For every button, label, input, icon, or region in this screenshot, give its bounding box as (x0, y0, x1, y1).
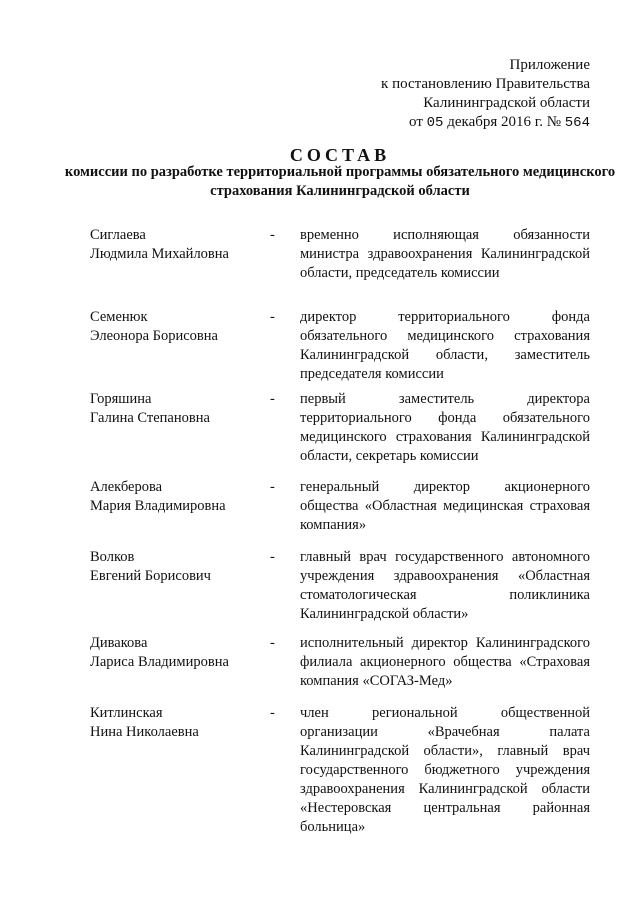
member-name (90, 634, 270, 672)
member-dash: - (270, 635, 275, 651)
member-name (90, 704, 270, 742)
appendix-header (330, 56, 590, 133)
appendix-resolution-ref: к постановлению Правительства (381, 76, 590, 92)
member-name (90, 390, 270, 428)
number-label: № (546, 114, 562, 130)
date-day: 05 (426, 115, 444, 131)
member-dash: - (270, 227, 275, 243)
member-role: исполнительный директор Калининградского филиала акционерного общества «Страховая компания «СОГАЗ-Мед» (300, 635, 590, 689)
member-surname: Дивакова (90, 635, 148, 651)
appendix-region: Калининградской области (423, 95, 590, 111)
document-title: СОСТАВ (289, 145, 391, 165)
member-given-names: Евгений Борисович (90, 568, 211, 584)
member-dash: - (270, 479, 275, 495)
member-given-names: Элеонора Борисовна (90, 328, 218, 344)
member-name (90, 548, 270, 586)
appendix-date-line (330, 113, 590, 133)
member-role: директор территориального фонда обязательного медицинского страхования Калининградской области, заместитель председателя комиссии (300, 309, 590, 382)
member-given-names: Нина Николаевна (90, 724, 199, 740)
member-role: генеральный директор акционерного общества «Областная медицинская страховая компания» (300, 479, 590, 533)
member-given-names: Лариса Владимировна (90, 654, 229, 670)
appendix-label: Приложение (509, 57, 590, 73)
member-role: первый заместитель директора территориального фонда обязательного медицинского страхования Калининградской области, секретарь комиссии (300, 391, 590, 464)
member-surname: Сиглаева (90, 227, 146, 243)
member-surname: Семенюк (90, 309, 148, 325)
document-number: 564 (564, 115, 590, 131)
member-given-names: Мария Владимировна (90, 498, 226, 514)
member-role: главный врач государственного автономного учреждения здравоохранения «Областная стоматологическая поликлиника Калининградской области» (300, 549, 590, 622)
member-role: временно исполняющая обязанности министра здравоохранения Калининградской области, председатель комиссии (300, 227, 590, 281)
member-surname: Алекберова (90, 479, 163, 495)
member-dash: - (270, 549, 275, 565)
member-given-names: Людмила Михайловна (90, 246, 229, 262)
member-name (90, 308, 270, 346)
member-name (90, 226, 270, 264)
member-role: член региональной общественной организации «Врачебная палата Калининградской области», главный врач государственного бюджетного учреждения здравоохранения Калининградской области «Нестеровская центральная районная больница» (300, 705, 590, 835)
member-surname: Китлинская (90, 705, 163, 721)
member-dash: - (270, 309, 275, 325)
member-surname: Горяшина (90, 391, 152, 407)
member-dash: - (270, 705, 275, 721)
member-surname: Волков (90, 549, 135, 565)
member-given-names: Галина Степановна (90, 410, 210, 426)
date-month-year: декабря 2016 г. (447, 114, 543, 130)
date-prefix: от (409, 114, 423, 130)
member-dash: - (270, 391, 275, 407)
member-name (90, 478, 270, 516)
document-subtitle: комиссии по разработке территориальной программы обязательного медицинского страхования Калининградской области (64, 164, 616, 199)
